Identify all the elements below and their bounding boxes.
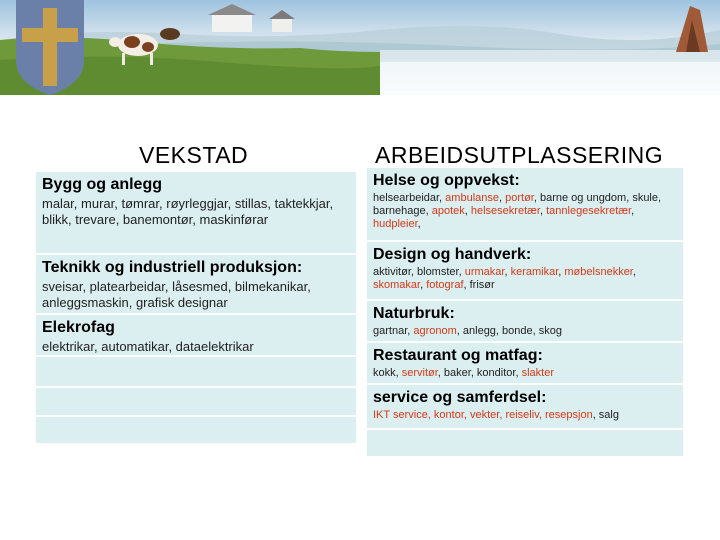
arbeid-item-title: Helse og oppvekst: — [373, 172, 520, 189]
vekstad-item-desc: sveisar, platearbeidar, låsesmed, bilmekanikar, anleggsmaskin, grafisk designar — [42, 279, 311, 310]
arbeid-item — [367, 168, 683, 242]
highlighted-occupation: helsesekretær — [470, 205, 540, 217]
vekstad-item-title: Bygg og anlegg — [42, 176, 162, 193]
arbeid-item-title: Design og handverk: — [373, 246, 532, 263]
vekstad-column — [36, 172, 356, 445]
highlighted-occupation: servitør — [401, 367, 438, 379]
vekstad-item-title: Teknikk og industriell produksjon: — [42, 259, 303, 276]
highlighted-occupation: keramikar — [510, 266, 559, 278]
occupation-text: , anlegg, bonde, skog — [456, 325, 562, 337]
monument-icon — [676, 6, 708, 52]
occupation-text: , frisør — [463, 279, 495, 291]
farmhouse-icon — [208, 4, 295, 32]
arbeidsutplassering-heading: ARBEIDSUTPLASSERING — [375, 142, 664, 168]
empty-row — [367, 430, 683, 458]
highlighted-occupation: portør — [505, 192, 534, 204]
occupation-text: , — [631, 205, 635, 217]
occupation-text: kokk, — [373, 367, 402, 379]
arbeid-item-title: Restaurant og matfag: — [373, 347, 543, 364]
highlighted-occupation: hudpleier — [373, 218, 418, 230]
highlighted-occupation: møbelsnekker — [564, 266, 633, 278]
arbeid-item-desc — [373, 367, 677, 380]
vekstad-heading: VEKSTAD — [139, 142, 249, 168]
vekstad-item — [36, 255, 356, 315]
occupation-text: helsearbeidar, — [373, 192, 446, 204]
vekstad-item — [36, 315, 356, 357]
vekstad-item — [36, 172, 356, 255]
highlighted-occupation: fotograf — [426, 279, 464, 291]
arbeid-item-desc — [373, 409, 677, 422]
occupation-text: gartnar, — [373, 325, 414, 337]
highlighted-occupation: tannlegesekretær — [546, 205, 632, 217]
arbeid-item-title: service og samferdsel: — [373, 389, 547, 406]
occupation-text: , — [539, 205, 547, 217]
vekstad-item-title: Elekrofag — [42, 319, 115, 336]
empty-row — [36, 388, 356, 417]
cross-emblem-icon — [16, 0, 84, 95]
arbeid-item — [367, 301, 683, 343]
highlighted-occupation: slakter — [521, 367, 554, 379]
highlighted-occupation: agronom — [413, 325, 457, 337]
arbeid-item-desc — [373, 325, 677, 338]
empty-row — [36, 417, 356, 445]
header-banner — [0, 0, 720, 95]
highlighted-occupation: ambulanse — [445, 192, 499, 204]
occupation-text: , — [632, 266, 636, 278]
occupation-text: , salg — [592, 409, 619, 421]
empty-row — [36, 357, 356, 388]
occupation-text: , — [420, 279, 427, 291]
arbeidsutplassering-column — [367, 168, 683, 458]
occupation-text: , — [417, 218, 421, 230]
occupation-text: , baker, konditor, — [437, 367, 522, 379]
occupation-text: , — [504, 266, 511, 278]
arbeid-item-desc — [373, 266, 677, 292]
occupation-text: , barne og ungdom, skule, barnehage, — [373, 192, 662, 217]
arbeid-item — [367, 385, 683, 430]
occupation-text: aktivitør, blomster, — [373, 266, 465, 278]
landscape-photo — [0, 0, 720, 95]
highlighted-occupation: skomakar — [373, 279, 421, 291]
occupation-text: , — [464, 205, 471, 217]
occupation-text: , — [558, 266, 565, 278]
arbeid-item — [367, 242, 683, 301]
highlighted-occupation: IKT service, kontor, vekter, reiseliv, resepsjon — [373, 409, 593, 421]
highlighted-occupation: apotek — [431, 205, 465, 217]
highlighted-occupation: urmakar — [464, 266, 505, 278]
arbeid-item-title: Naturbruk: — [373, 305, 455, 322]
arbeid-item-desc — [373, 192, 677, 231]
vekstad-item-desc: malar, murar, tømrar, røyrleggjar, stillas, taktekkjar, blikk, trevare, banemontør, maskinførar — [42, 196, 334, 227]
arbeid-item — [367, 343, 683, 385]
occupation-text: , — [499, 192, 506, 204]
vekstad-item-desc: elektrikar, automatikar, dataelektrikar — [42, 339, 254, 354]
